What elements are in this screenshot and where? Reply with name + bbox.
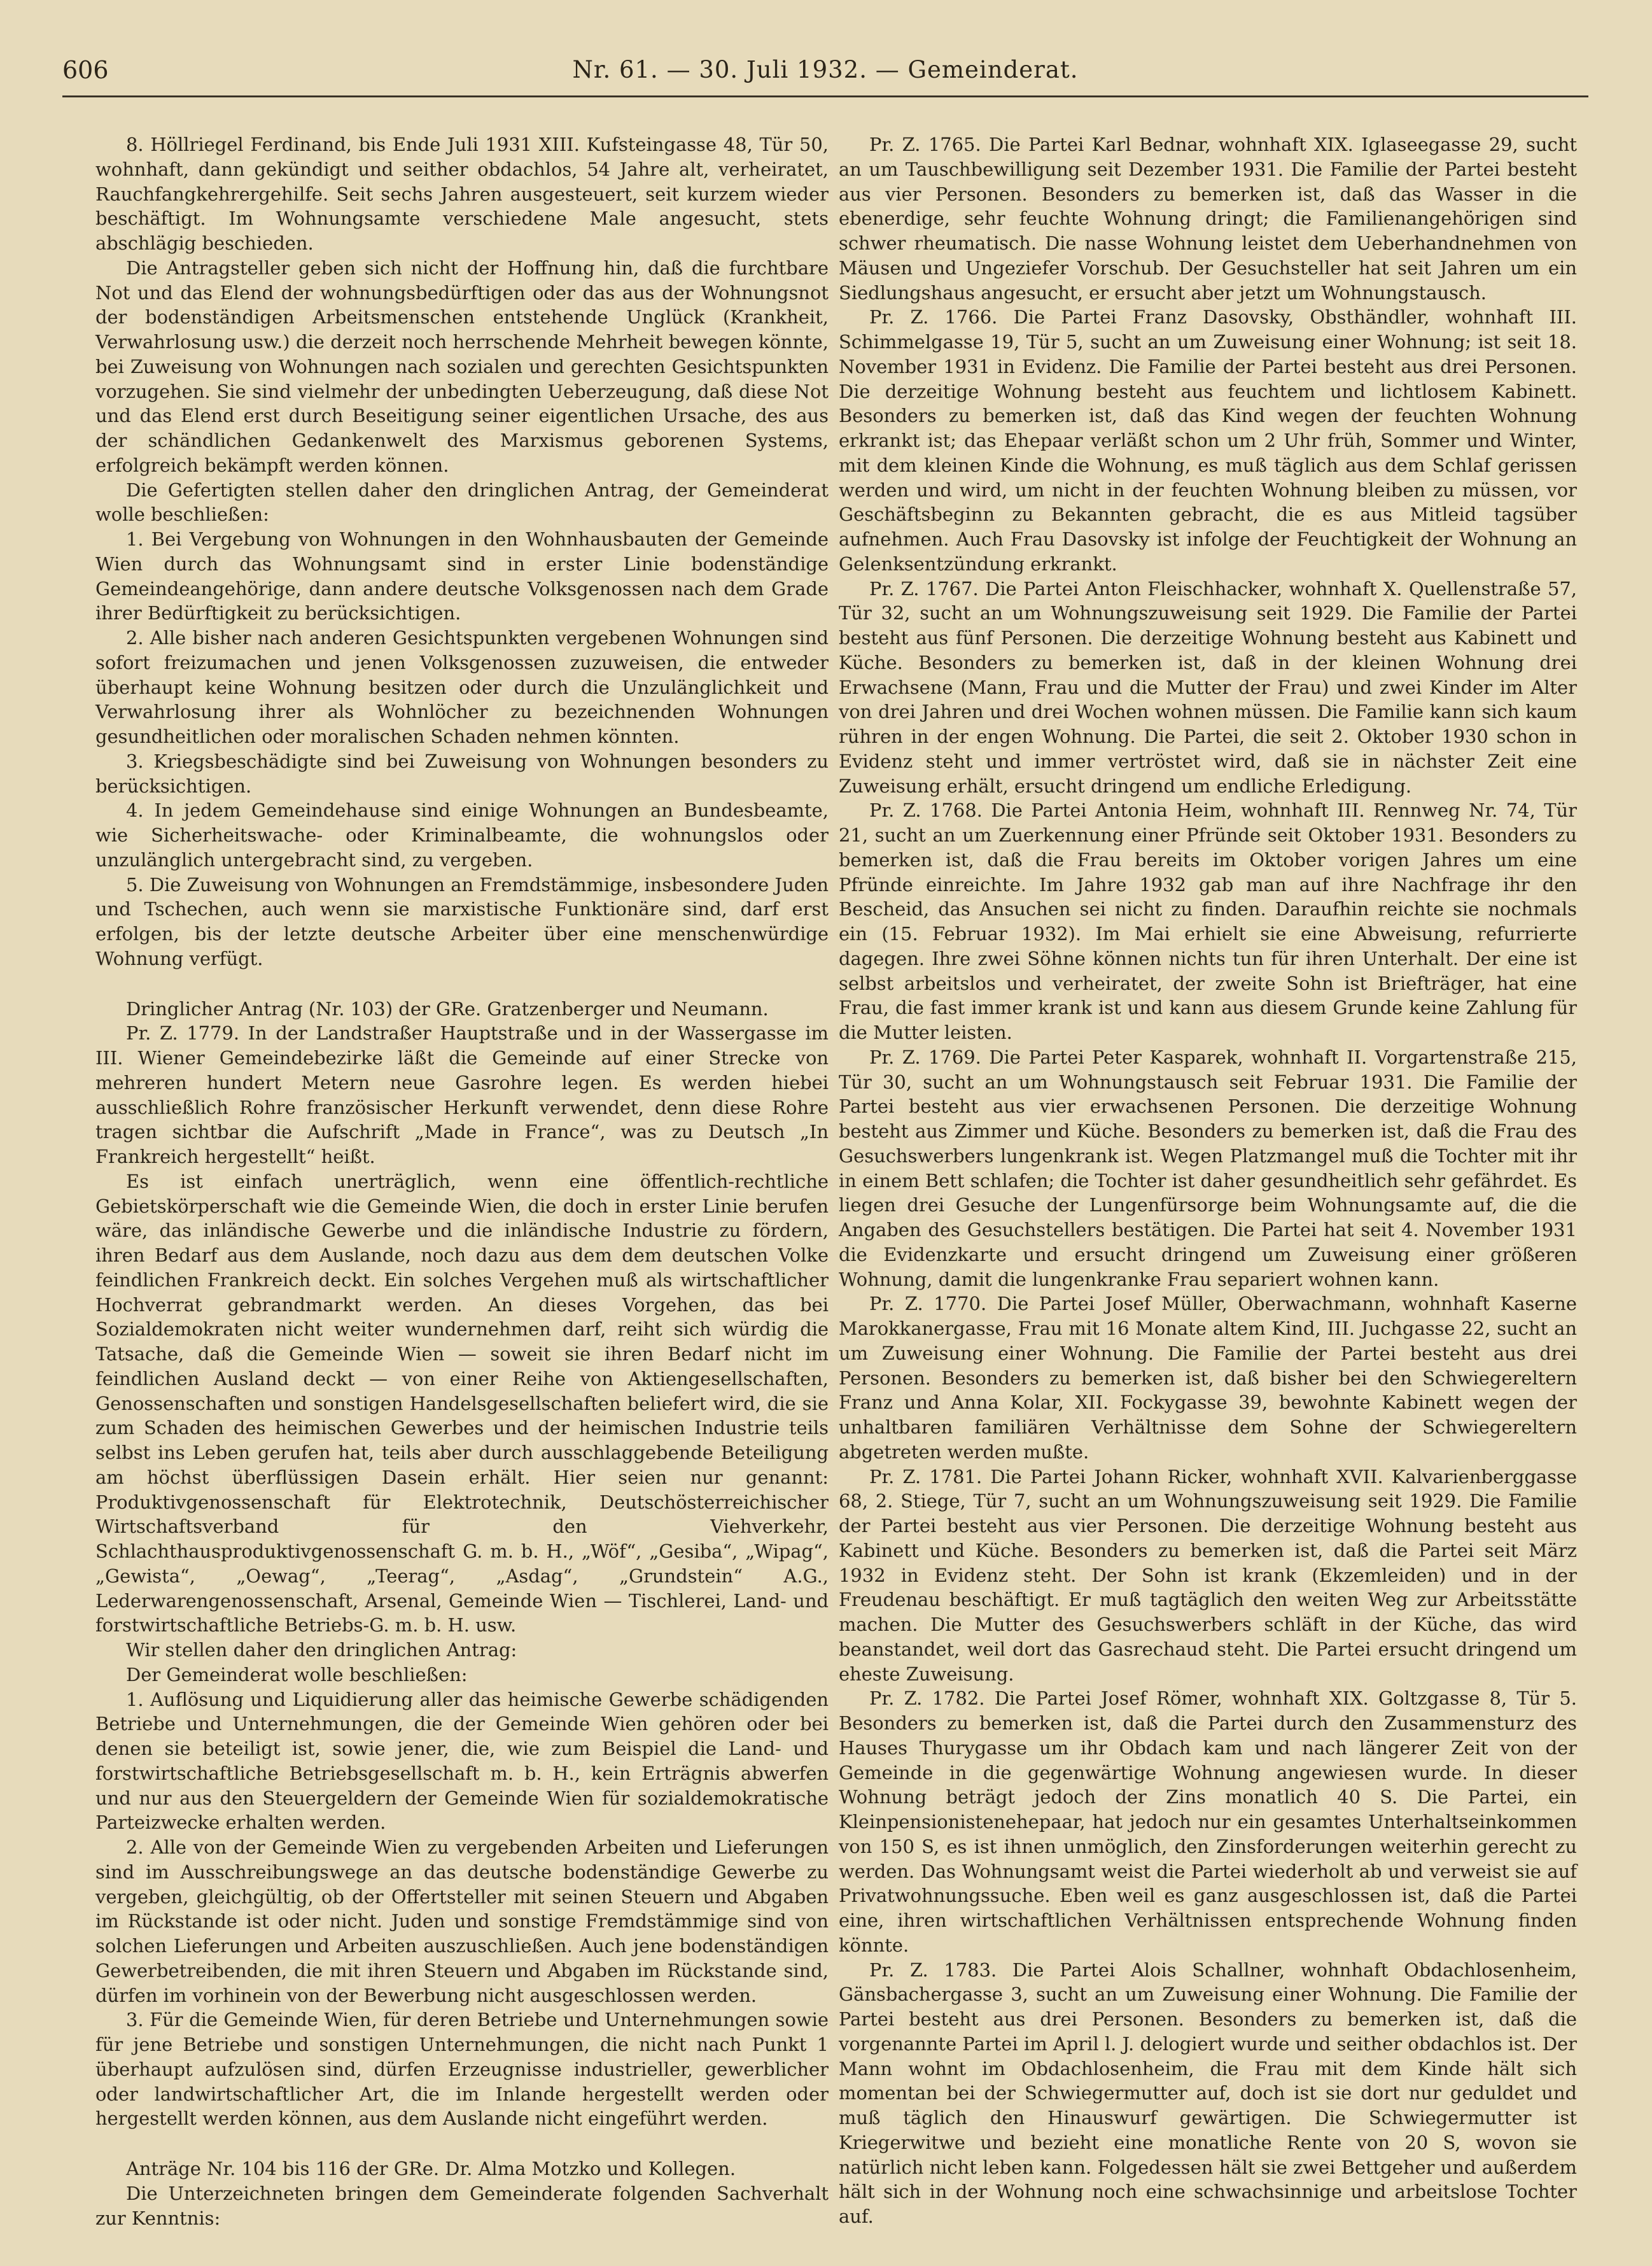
case-entry: Pr. Z. 1765. Die Partei Karl Bednar, wohnhaft XIX. Iglaseegasse 29, sucht an um Tauschbewilligung seit Dezember 1931. Die Familie der Partei besteht aus vier Personen. Besonders zu bemerken ist, daß das Wasser in die ebenerdige, sehr feuchte Wohnung dringt; die Familienangehörigen sind schwer rheumatisch. Die nasse Wohnung leistet dem Ueberhandnehmen von Mäusen und Ungeziefer Vorschub. Der Gesuchsteller hat seit Jahren um ein Siedlungshaus angesucht, er ersucht aber jetzt um Wohnungstausch. — [839, 134, 1577, 304]
paragraph: Die Antragsteller geben sich nicht der Hoffnung hin, daß die furchtbare Not und das Elend der wohnungsbedürftigen oder das aus der Wohnungsnot der bodenständigen Arbeitsmenschen entstehende Unglück (Krankheit, Verwahrlosung usw.) die derzeit noch herrschende Mehrheit bewegen könnte, bei Zuweisung von Wohnungen nach sozialen und gerechten Gesichtspunkten vorzugehen. Sie sind vielmehr der unbedingten Ueberzeugung, daß diese Not und das Elend erst durch Beseitigung seiner eigentlichen Ursache, des aus der schändlichen Gedankenwelt des Marxismus geborenen Systems, erfolgreich bekämpft werden können. — [95, 257, 829, 476]
left-column — [95, 132, 829, 2230]
paragraph: Wir stellen daher den dringlichen Antrag: — [126, 1639, 517, 1661]
list-item: 1. Bei Vergebung von Wohnungen in den Wohnhausbauten der Gemeinde Wien durch das Wohnungsamt sind in erster Linie bodenständige Gemeindeangehörige, dann andere deutsche Volksgenossen nach dem Grade ihrer Bedürftigkeit zu berücksichtigen. — [95, 528, 829, 624]
case-entry: Pr. Z. 1769. Die Partei Peter Kasparek, wohnhaft II. Vorgartenstraße 215, Tür 30, sucht an um Wohnungstausch seit Februar 1931. Die Familie der Partei besteht aus vier erwachsenen Personen. Die derzeitige Wohnung besteht aus Zimmer und Küche. Besonders zu bemerken ist, daß die Frau des Gesuchswerbers lungenkrank ist. Wegen Platzmangel muß die Tochter mit ihr in einem Bett schlafen; die Tochter ist daher gesundheitlich sehr gefährdet. Es liegen drei Gesuche der Lungenfürsorge beim Wohnungsamte auf, die die Angaben des Gesuchstellers bestätigen. Die Partei hat seit 4. November 1931 die Evidenzkarte und ersucht dringend um Zuweisung einer größeren Wohnung, damit die lungenkranke Frau separiert wohnen kann. — [839, 1046, 1577, 1290]
list-item: 2. Alle bisher nach anderen Gesichtspunkten vergebenen Wohnungen sind sofort freizumachen und jenen Volksgenossen zuzuweisen, die entweder überhaupt keine Wohnung besitzen oder durch die Unzulänglichkeit und Verwahrlosung ihrer als Wohnlöcher zu bezeichnenden Wohnungen gesundheitlichen oder moralischen Schaden nehmen könnten. — [95, 627, 829, 747]
header-rule — [62, 95, 1588, 97]
page-number: 606 — [62, 56, 109, 84]
page-header — [62, 56, 1588, 94]
right-column — [839, 132, 1577, 2229]
motion-heading: Dringlicher Antrag (Nr. 103) der GRe. Gratzenberger und Neumann. — [126, 997, 769, 1020]
case-entry: Pr. Z. 1768. Die Partei Antonia Heim, wohnhaft III. Rennweg Nr. 74, Tür 21, sucht an um Zuerkennung einer Pfründe seit Oktober 1931. Besonders zu bemerken ist, daß die Frau bereits im Oktober vorigen Jahres um eine Pfründe einreichte. Im Jahre 1932 gab man auf ihre Nachfrage ihr den Bescheid, das Ansuchen sei nicht zu finden. Daraufhin reichte sie nochmals ein (15. Februar 1932). Im Mai erhielt sie eine Abweisung, refurrierte dagegen. Ihre zwei Söhne können nichts tun für ihren Unterhalt. Der eine ist selbst arbeitslos und verheiratet, der zweite Sohn ist Briefträger, hat eine Frau, die fast immer krank ist und kann aus diesem Grunde keine Zahlung für die Mutter leisten. — [839, 799, 1577, 1043]
case-entry: Pr. Z. 1783. Die Partei Alois Schallner, wohnhaft Obdachlosenheim, Gänsbachergasse 3, sucht an um Zuweisung einer Wohnung. Die Familie der Partei besteht aus drei Personen. Besonders zu bemerken ist, daß die vorgenannte Partei im April l. J. delogiert wurde und seither obdachlos ist. Der Mann wohnt im Obdachlosenheim, die Frau mit dem Kinde hält sich momentan bei der Schwiegermutter auf, doch ist sie dort nur geduldet und muß täglich den Hinauswurf gewärtigen. Die Schwiegermutter ist Kriegerwitwe und bezieht eine monatliche Rente von 20 S, wovon sie natürlich nicht leben kann. Folgedessen hält sie zwei Bettgeher und außerdem hält sich in der Wohnung noch eine schwachsinnige und arbeitslose Tochter auf. — [839, 1959, 1577, 2227]
motion-heading: Anträge Nr. 104 bis 116 der GRe. Dr. Alma Motzko und Kollegen. — [126, 2158, 736, 2179]
case-entry: Pr. Z. 1770. Die Partei Josef Müller, Oberwachmann, wohnhaft Kaserne Marokkanergasse, Frau mit 16 Monate altem Kind, III. Juchgasse 22, sucht an um Zuweisung einer Wohnung. Die Familie der Partei besteht aus drei Personen. Besonders zu bemerken ist, daß bisher bei den Schwiegereltern Franz und Anna Kolar, XII. Fockygasse 39, bewohnte Kabinett wegen der unhaltbaren familiären Verhältnisse dem Sohne der Schwiegereltern abgetreten werden mußte. — [839, 1293, 1577, 1463]
case-entry: Pr. Z. 1782. Die Partei Josef Römer, wohnhaft XIX. Goltzgasse 8, Tür 5. Besonders zu bemerken ist, daß die Partei durch den Zusammensturz des Hauses Thurygasse um ihr Obdach kam und nach längerer Zeit von der Gemeinde in die gegenwärtige Wohnung angewiesen wurde. In dieser Wohnung beträgt jedoch der Zins monatlich 40 S. Die Partei, ein Kleinpensionistenehepaar, hat jedoch nur ein gesamtes Unterhaltseinkommen von 150 S, es ist ihnen unmöglich, den Zinsforderungen weiterhin gerecht zu werden. Das Wohnungsamt weist die Partei wiederholt ab und verweist sie auf Privatwohnungssuche. Eben weil es ganz ausgeschlossen ist, daß die Partei eine, ihren wirtschaftlichen Verhältnissen entsprechende Wohnung finden könnte. — [839, 1687, 1577, 1956]
running-title: Nr. 61. — 30. Juli 1932. — Gemeinderat. — [572, 56, 1079, 83]
paragraph: Es ist einfach unerträglich, wenn eine öffentlich-rechtliche Gebietskörperschaft wie die Gemeinde Wien, die doch in erster Linie berufen wäre, das inländische Gewerbe und die inländische Industrie zu fördern, ihren Bedarf aus dem Auslande, noch dazu aus dem dem deutschen Volke feindlichen Frankreich deckt. Ein solches Vergehen muß als wirtschaftlicher Hochverrat gebrandmarkt werden. An dieses Vorgehen, das bei Sozialdemokraten nicht weiter wundernehmen darf, reiht sich würdig die Tatsache, daß die Gemeinde Wien — soweit sie ihren Bedarf nicht im feindlichen Ausland deckt — von einer Reihe von Aktiengesellschaften, Genossenschaften und sonstigen Handelsgesellschaften beliefert wird, die sie zum Schaden des heimischen Gewerbes und der heimischen Industrie teils selbst ins Leben gerufen hat, teils aber durch ausschlaggebende Beteiligung am höchst überflüssigen Dasein erhält. Hier seien nur genannt: Produktivgenossenschaft für Elektrotechnik, Deutschösterreichischer Wirtschaftsverband für den Viehverkehr, Schlachthausproduktivgenossenschaft G. m. b. H., „Wöf“, „Gesiba“, „Wipag“, „Gewista“, „Oewag“, „Teerag“, „Asdag“, „Grundstein“ A.G., Lederwarengenossenschaft, Arsenal, Gemeinde Wien — Tischlerei, Land- und forstwirtschaftliche Betriebs-G. m. b. H. usw. — [95, 1170, 829, 1636]
list-item: 3. Für die Gemeinde Wien, für deren Betriebe und Unternehmungen sowie für jene Betriebe und sonstigen Unternehmungen, die nicht nach Punkt 1 überhaupt aufzulösen sind, dürfen Erzeugnisse industrieller, gewerblicher oder landwirtschaftlicher Art, die im Inlande hergestellt werden oder hergestellt werden können, aus dem Auslande nicht eingeführt werden. — [95, 2009, 829, 2130]
case-entry: Pr. Z. 1767. Die Partei Anton Fleischhacker, wohnhaft X. Quellenstraße 57, Tür 32, sucht an um Wohnungszuweisung seit 1929. Die Familie der Partei besteht aus fünf Personen. Die derzeitige Wohnung besteht aus Kabinett und Küche. Besonders zu bemerken ist, daß in der kleinen Wohnung drei Erwachsene (Mann, Frau und die Mutter der Frau) und zwei Kinder im Alter von drei Jahren und drei Wochen wohnen müssen. Die Familie kann sich kaum rühren in der engen Wohnung. Die Partei, die seit 2. Oktober 1930 schon in Evidenz steht und immer vertröstet wird, daß sie in nächster Zeit eine Zuweisung erhält, ersucht dringend um endliche Erledigung. — [839, 577, 1577, 797]
case-entry: Pr. Z. 1781. Die Partei Johann Ricker, wohnhaft XVII. Kalvarienberggasse 68, 2. Stiege, Tür 7, sucht an um Wohnungszuweisung seit 1929. Die Familie der Partei besteht aus vier Personen. Die derzeitige Wohnung besteht aus Kabinett und Küche. Besonders zu bemerken ist, daß die Partei seit März 1932 in Evidenz steht. Der Sohn ist krank (Ekzemleiden) und in der Freudenau beschäftigt. Er muß tagtäglich den weiten Weg zur Arbeitsstätte machen. Die Mutter des Gesuchswerbers schläft in der Küche, das wird beanstandet, weil dort das Gasrechaud steht. Die Partei ersucht dringend um eheste Zuweisung. — [839, 1465, 1577, 1685]
paragraph: Die Unterzeichneten bringen dem Gemeinderate folgenden Sachverhalt zur Kenntnis: — [95, 2182, 829, 2229]
paragraph: 8. Höllriegel Ferdinand, bis Ende Juli 1931 XIII. Kufsteingasse 48, Tür 50, wohnhaft, dann gekündigt und seither obdachlos, 54 Jahre alt, verheiratet, Rauchfangkehrergehilfe. Seit sechs Jahren ausgesteuert, seit kurzem wieder beschäftigt. Im Wohnungsamte verschiedene Male angesucht, stets abschlägig beschieden. — [95, 134, 829, 254]
paragraph: Pr. Z. 1779. In der Landstraßer Hauptstraße und in der Wassergasse im III. Wiener Gemeindebezirke läßt die Gemeinde auf einer Strecke von mehreren hundert Metern neue Gasrohre legen. Es werden hiebei ausschließlich Rohre französischer Herkunft verwendet, denn diese Rohre tragen sichtbar die Aufschrift „Made in France“, was zu Deutsch „In Frankreich hergestellt“ heißt. — [95, 1022, 829, 1167]
list-item: 1. Auflösung und Liquidierung aller das heimische Gewerbe schädigenden Betriebe und Unternehmungen, die der Gemeinde Wien gehören oder bei denen sie beteiligt ist, sowie jener, die, wie zum Beispiel die Land- und forstwirtschaftliche Betriebsgesellschaft m. b. H., kein Erträgnis abwerfen und nur aus den Steuergeldern der Gemeinde Wien für sozialdemokratische Parteizwecke erhalten werden. — [95, 1688, 829, 1834]
case-entry: Pr. Z. 1766. Die Partei Franz Dasovsky, Obsthändler, wohnhaft III. Schimmelgasse 19, Tür 5, sucht an um Zuweisung einer Wohnung; ist seit 18. November 1931 in Evidenz. Die Familie der Partei besteht aus drei Personen. Die derzeitige Wohnung besteht aus feuchtem und lichtlosem Kabinett. Besonders zu bemerken ist, daß das Kind wegen der feuchten Wohnung erkrankt ist; das Ehepaar verläßt schon um 2 Uhr früh, Sommer und Winter, mit dem kleinen Kinde die Wohnung, es muß täglich aus dem Schlaf gerissen werden und wird, um nicht in der feuchten Wohnung bleiben zu müssen, vor Geschäftsbeginn zu Bekannten gebracht, die es aus Mitleid tagsüber aufnehmen. Auch Frau Dasovsky ist infolge der Feuchtigkeit der Wohnung an Gelenksentzündung erkrankt. — [839, 306, 1577, 575]
list-item: 5. Die Zuweisung von Wohnungen an Fremdstämmige, insbesondere Juden und Tschechen, auch wenn sie marxistische Funktionäre sind, darf erst erfolgen, bis der letzte deutsche Arbeiter über eine menschenwürdige Wohnung verfügt. — [95, 873, 829, 969]
paragraph: Der Gemeinderat wolle beschließen: — [126, 1663, 468, 1685]
paragraph: Die Gefertigten stellen daher den dringlichen Antrag, der Gemeinderat wolle beschließen: — [95, 479, 829, 526]
list-item: 2. Alle von der Gemeinde Wien zu vergebenden Arbeiten und Lieferungen sind im Ausschreibungswege an das deutsche bodenständige Gewerbe zu vergeben, gleichgültig, ob der Offertsteller mit seinen Steuern und Abgaben im Rückstande ist oder nicht. Juden und sonstige Fremdstämmige sind von solchen Lieferungen und Arbeiten auszuschließen. Auch jene bodenständigen Gewerbetreibenden, die mit ihren Steuern und Abgaben im Rückstande sind, dürfen im vorhinein von der Bewerbung nicht ausgeschlossen werden. — [95, 1836, 829, 2006]
list-item: 4. In jedem Gemeindehause sind einige Wohnungen an Bundesbeamte, wie Sicherheitswache- oder Kriminalbeamte, die wohnungslos oder unzulänglich untergebracht sind, zu vergeben. — [95, 799, 829, 871]
list-item: 3. Kriegsbeschädigte sind bei Zuweisung von Wohnungen besonders zu berücksichtigen. — [95, 750, 829, 797]
